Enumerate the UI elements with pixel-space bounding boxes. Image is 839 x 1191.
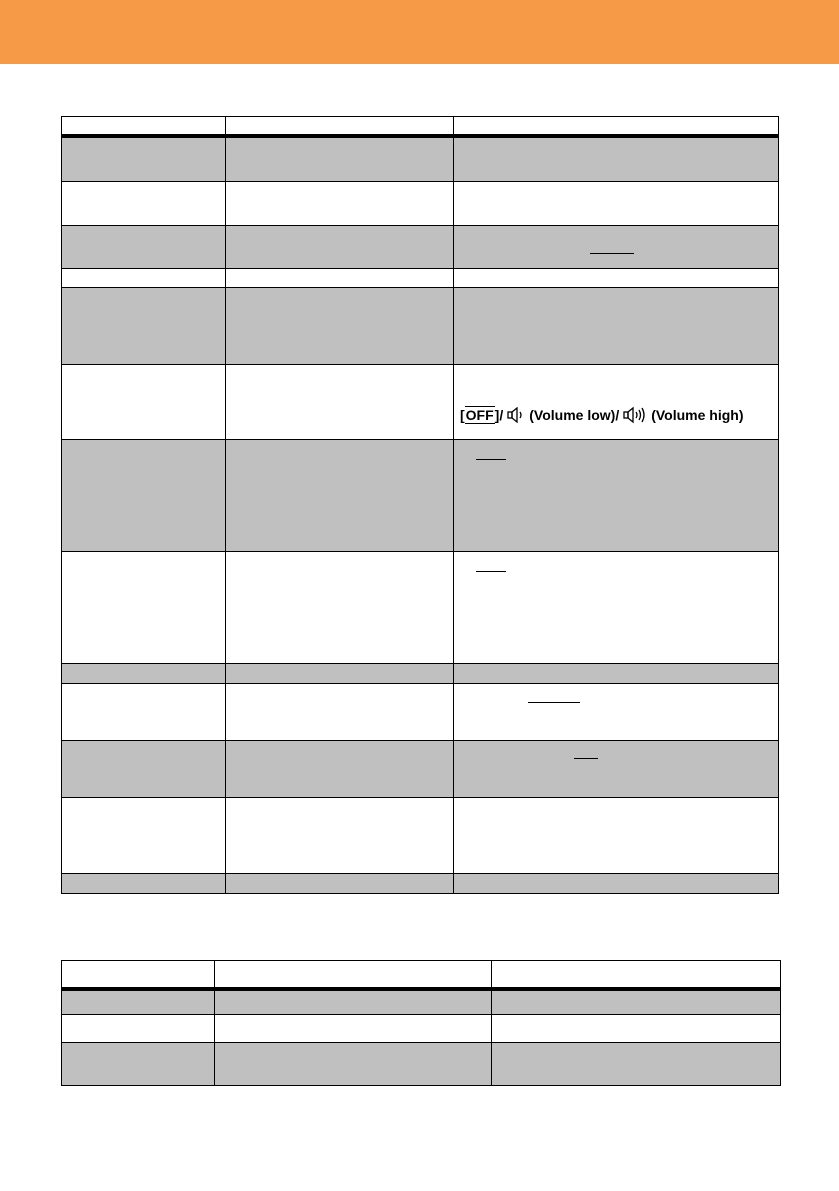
separator: / bbox=[615, 407, 620, 423]
table-row-sound bbox=[62, 365, 779, 440]
table-cell bbox=[454, 684, 779, 741]
table-cell bbox=[454, 288, 779, 365]
table-cell bbox=[62, 365, 226, 440]
table-cell bbox=[62, 552, 226, 664]
table-row bbox=[62, 684, 779, 741]
table-cell bbox=[454, 440, 779, 552]
sound-off-label: OFF bbox=[465, 407, 494, 423]
table-row bbox=[62, 1015, 781, 1043]
table-cell bbox=[226, 664, 454, 684]
sound-options bbox=[460, 406, 744, 424]
table-row bbox=[62, 288, 779, 365]
table-cell bbox=[215, 1043, 492, 1086]
table-cell bbox=[454, 269, 779, 288]
table-cell bbox=[62, 136, 226, 182]
table-row bbox=[62, 440, 779, 552]
table-cell bbox=[62, 961, 215, 989]
sound-low-label: (Volume low) bbox=[529, 407, 616, 423]
table-cell bbox=[454, 117, 779, 136]
table-cell bbox=[226, 798, 454, 874]
table-cell bbox=[226, 874, 454, 894]
table-cell bbox=[454, 226, 779, 269]
table-header-row bbox=[62, 117, 779, 136]
underline-mark bbox=[528, 702, 580, 703]
table-cell bbox=[454, 798, 779, 874]
table-cell bbox=[62, 1015, 215, 1043]
table-row bbox=[62, 552, 779, 664]
table-cell bbox=[454, 182, 779, 226]
table-cell bbox=[454, 365, 779, 440]
table-row bbox=[62, 1043, 781, 1086]
table-cell bbox=[62, 989, 215, 1015]
table-cell bbox=[492, 1043, 781, 1086]
table-cell bbox=[226, 136, 454, 182]
table-cell bbox=[226, 684, 454, 741]
table-header-row bbox=[62, 961, 781, 989]
table-cell bbox=[62, 741, 226, 798]
table-cell bbox=[215, 1015, 492, 1043]
bracket-close: ] bbox=[494, 407, 500, 423]
table-cell bbox=[226, 365, 454, 440]
bracket-open: [ bbox=[460, 407, 465, 423]
table-cell bbox=[62, 182, 226, 226]
table-row bbox=[62, 269, 779, 288]
table-cell bbox=[492, 1015, 781, 1043]
table-cell bbox=[226, 226, 454, 269]
table-cell bbox=[454, 552, 779, 664]
table-cell bbox=[62, 226, 226, 269]
sound-high-label: (Volume high) bbox=[651, 407, 744, 423]
separator: / bbox=[499, 407, 504, 423]
table-cell bbox=[62, 288, 226, 365]
header-band bbox=[0, 0, 839, 64]
table-cell bbox=[226, 741, 454, 798]
table-cell bbox=[62, 440, 226, 552]
table-cell bbox=[492, 989, 781, 1015]
table-row bbox=[62, 741, 779, 798]
table-cell bbox=[62, 117, 226, 136]
table-cell bbox=[62, 1043, 215, 1086]
table-cell bbox=[454, 664, 779, 684]
table-cell bbox=[492, 961, 781, 989]
table-row bbox=[62, 136, 779, 182]
table-cell bbox=[62, 798, 226, 874]
table-cell bbox=[226, 552, 454, 664]
table-cell bbox=[215, 989, 492, 1015]
table-cell bbox=[226, 182, 454, 226]
table-cell bbox=[62, 684, 226, 741]
table-row bbox=[62, 226, 779, 269]
table-cell bbox=[62, 874, 226, 894]
table-cell bbox=[454, 741, 779, 798]
table-row bbox=[62, 664, 779, 684]
table-cell bbox=[62, 664, 226, 684]
table-row bbox=[62, 989, 781, 1015]
table-row bbox=[62, 182, 779, 226]
underline-mark bbox=[574, 758, 598, 759]
table-cell bbox=[454, 874, 779, 894]
table-cell bbox=[454, 136, 779, 182]
table-cell bbox=[215, 961, 492, 989]
table-cell bbox=[226, 117, 454, 136]
table-cell bbox=[226, 288, 454, 365]
settings-table bbox=[61, 116, 779, 894]
table-cell bbox=[62, 269, 226, 288]
underline-mark bbox=[590, 253, 634, 254]
table-cell bbox=[226, 269, 454, 288]
speaker-high-icon bbox=[623, 406, 647, 424]
speaker-low-icon bbox=[507, 407, 525, 423]
table-cell bbox=[226, 440, 454, 552]
underline-mark bbox=[476, 459, 506, 460]
table-row bbox=[62, 874, 779, 894]
secondary-table bbox=[61, 960, 781, 1086]
table-row bbox=[62, 798, 779, 874]
underline-mark bbox=[476, 571, 506, 572]
